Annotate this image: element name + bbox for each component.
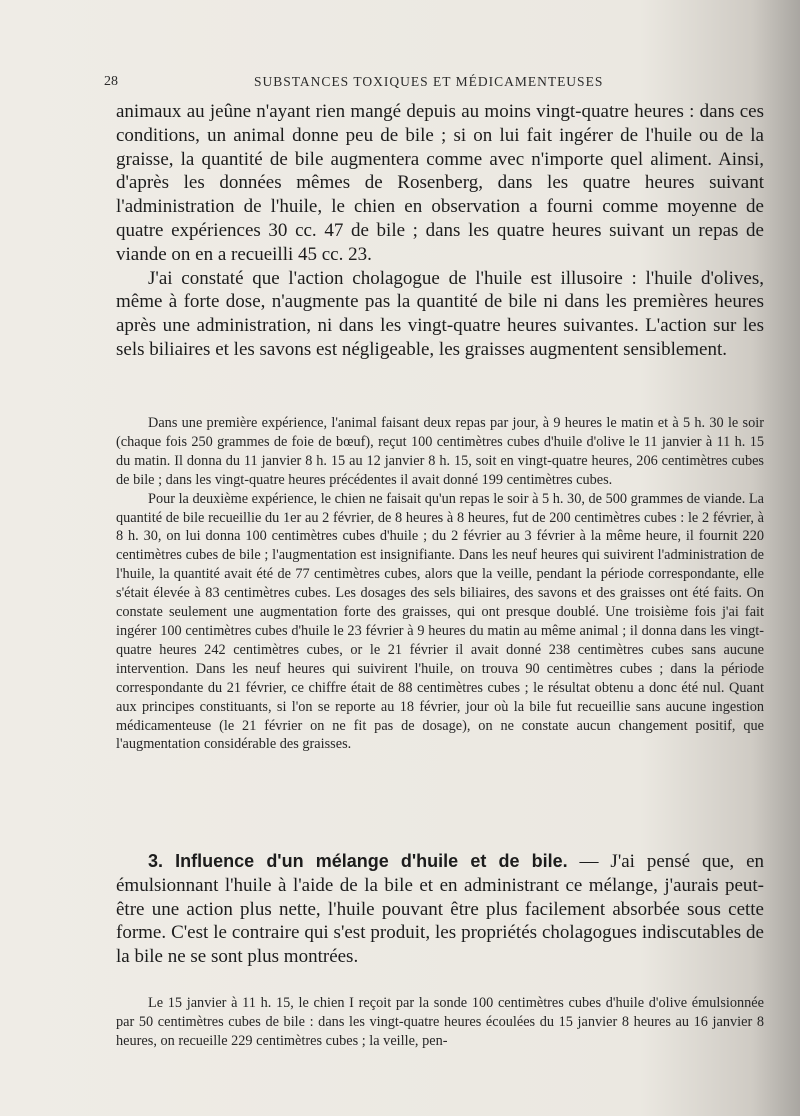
main-text-block bbox=[116, 100, 764, 362]
section-heading: 3. Influence d'un mélange d'huile et de bile. bbox=[148, 851, 568, 871]
section-block bbox=[116, 850, 764, 969]
experiment-note-first: Dans une première expérience, l'animal faisant deux repas par jour, à 9 heures le matin et à 5 h. 30 le soir (chaque fois 250 grammes de foie de bœuf), reçut 100 centimètres cubes d'huile d'olive le 11 janvier à 11 h. 15 du matin. Il donna du 11 janvier 8 h. 15 au 12 janvier 8 h. 15, soit en vingt-quatre heures, 206 centimètres cubes de bile ; dans les vingt-quatre heures précédentes il avait donné 199 centimètres cubes. bbox=[116, 415, 764, 488]
page-header bbox=[104, 72, 764, 94]
page-number: 28 bbox=[104, 74, 118, 89]
final-note bbox=[116, 994, 764, 1051]
paragraph-cholagogue: J'ai constaté que l'action cholagogue de l'huile est illusoire : l'huile d'olives, même à forte dose, n'augmente pas la quantité de bile ni dans les premières heures après une administration, ni dans les vingt-quatre heures suivantes. L'action sur les sels biliaires et les savons est négligeable, les graisses augmentent sensiblement. bbox=[116, 267, 764, 360]
paragraph-continuation: animaux au jeûne n'ayant rien mangé depuis au moins vingt-quatre heures : dans ces conditions, un animal donne peu de bile ; si on lui fait ingérer de l'huile ou de la graisse, la quantité de bile augmentera comme avec n'importe quel aliment. Ainsi, d'après les données mêmes de Rosenberg, dans les quatre heures suivant l'administration de l'huile, le chien en observation a fourni comme moyenne de quatre expériences 30 cc. 47 de bile ; dans les quatre heures suivant un repas de viande on en a recueilli 45 cc. 23. bbox=[116, 101, 764, 265]
experiment-notes bbox=[116, 414, 764, 754]
final-note-text: Le 15 janvier à 11 h. 15, le chien I reçoit par la sonde 100 centimètres cubes d'huile d'olive émulsionnée par 50 centimètres cubes de bile : dans les vingt-quatre heures écoulées du 15 janvier 8 heures au 16 janvier 8 heures, on recueille 229 centimètres cubes ; la veille, pen- bbox=[116, 995, 764, 1049]
section-paragraph bbox=[116, 850, 764, 969]
experiment-note-second: Pour la deuxième expérience, le chien ne faisait qu'un repas le soir à 5 h. 30, de 500 grammes de viande. La quantité de bile recueillie du 1er au 2 février, de 8 heures à 8 heures, fut de 200 centimètres cubes : le 2 février, à 8 h. 30, on lui donna 100 centimètres cubes d'huile ; du 2 février au 3 février à la même heure, il fournit 220 centimètres cubes de bile ; l'augmentation est insignifiante. Dans les neuf heures qui suivirent l'administration de l'huile, la quantité avait été de 77 centimètres cubes, alors que la veille, pendant la période correspondante, elle s'était élevée à 83 centimètres cubes. Les dosages des sels biliaires, des savons et des graisses ont été faits. On constate seulement une augmentation forte des graisses, qui ont presque doublé. Une troisième fois j'ai fait ingérer 100 centimètres cubes d'huile le 23 février à 9 heures du matin au même animal ; il donna dans les vingt-quatre heures 242 centimètres cubes, or le 21 février il avait donné 238 centimètres cubes sans aucune intervention. Dans les neuf heures qui suivirent l'huile, on trouva 90 centimètres cubes ; dans la période correspondante du 21 février, ce chiffre était de 88 centimètres cubes ; le résultat obtenu a donc été nul. Quant aux principes constituants, si l'on se reporte au 18 février, jour où la bile fut recueillie sans aucune ingestion médicamenteuse (le 21 février on ne fit pas de dosage), on ne constate aucun changement positif, que l'augmentation considérable des graisses. bbox=[116, 490, 764, 753]
running-head: SUBSTANCES TOXIQUES ET MÉDICAMENTEUSES bbox=[254, 74, 604, 89]
section-text: — J'ai pensé que, en émulsionnant l'huile à l'aide de la bile et en administrant ce mélange, j'aurais peut-être une action plus nette, l'huile pouvant être plus facilement absorbée sous cette forme. C'est le contraire qui s'est produit, les propriétés cholagogues indiscutables de la bile ne se sont plus montrées. bbox=[116, 851, 765, 968]
